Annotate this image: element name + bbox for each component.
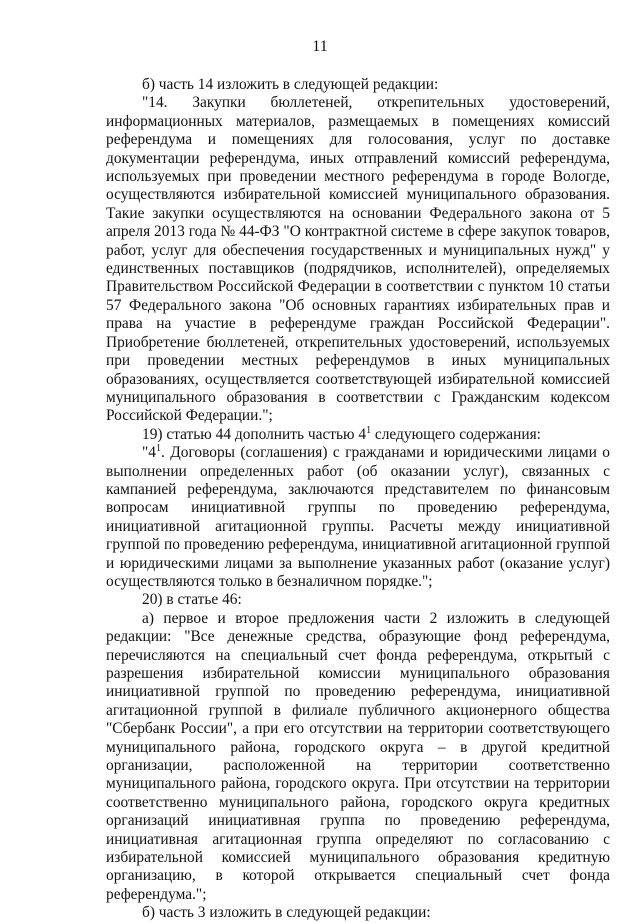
paragraph-article-46-item-b: б) часть 3 изложить в следующей редакции:: [142, 904, 431, 922]
paragraph-article-46-intro: 20) в статье 46:: [142, 591, 242, 609]
paragraph-part-14-text: "14. Закупки бюллетеней, открепительных удостоверений, информационных материалов, размещаемых в помещениях комиссий референдума и помещениях для голосования, услуг по доставке документации референдума, иных отправлений комиссий референдума, используемых при проведении местного референдума в городе Вологде, осуществляются избирательной комиссией муниципального образования. Такие закупки осуществляются на основании Федерального закона от 5 апреля 2013 года № 44-ФЗ "О контрактной системе в сфере закупок товаров, работ, услуг для обеспечения государственных и муниципальных нужд" у единственных поставщиков (подрядчиков, исполнителей), определяемых Правительством Российской Федерации в соответствии с пунктом 10 статьи 57 Федерального закона "Об основных гарантиях избирательных прав и права на участие в референдуме граждан Российской Федерации". Приобретение бюллетеней, открепительных удостоверений, используемых при проведении местных референдумов в иных муниципальных образованиях, осуществляется соответствующей избирательной комиссией муниципального образования в соответствии с Гражданским кодексом Российской Федерации.";: [106, 94, 610, 425]
superscript-index: 1: [366, 424, 372, 436]
document-body: [106, 76, 610, 923]
page-number: 11: [312, 38, 328, 55]
paragraph-part-4-1-head: "4: [142, 444, 156, 462]
superscript-index: 1: [155, 443, 161, 454]
paragraph-article-44-intro: [106, 426, 610, 444]
paragraph-article-44-intro-tail: следующего содержания:: [371, 425, 541, 443]
paragraph-article-44-intro-text: 19) статью 44 дополнить частью 4: [142, 425, 367, 443]
paragraph-part-4-1-body: . Договоры (соглашения) с гражданами и юридическими лицами о выполнении определенных работ (об оказании услуг), связанных с кампанией референдума, заключаются представителем по финансовым вопросам инициативной группы по проведению референдума, инициативной агитационной группы. Расчеты между инициативной группой по проведению референдума, инициативной агитационной группой и юридическими лицами за выполнение указанных работ (оказание услуг) осуществляются только в безналичном порядке.";: [106, 444, 610, 590]
paragraph-article-46-item-a: а) первое и второе предложения части 2 изложить в следующей редакции: "Все денежные средства, образующие фонд референдума, перечисляются на специальный счет фонда референдума, открытый с разрешения избирательной комиссии муниципального образования инициативной группой по проведению референдума, инициативной агитационной группой в филиале публичного акционерного общества "Сбербанк России", а при его отсутствии на территории соответствующего муниципального района, городского округа – в другой кредитной организации, расположенной на территории соответственно муниципального района, городского округа. При отсутствии на территории соответственно муниципального района, городского округа кредитных организаций инициативная группа по проведению референдума, инициативная агитационная группа определяют по согласованию с избирательной комиссией муниципального образования кредитную организацию, в которой открывается специальный счет фонда референдума.";: [106, 609, 610, 903]
paragraph-part-14-intro: б) часть 14 изложить в следующей редакции:: [142, 76, 439, 93]
paragraph-part-4-1-text: [106, 444, 610, 591]
